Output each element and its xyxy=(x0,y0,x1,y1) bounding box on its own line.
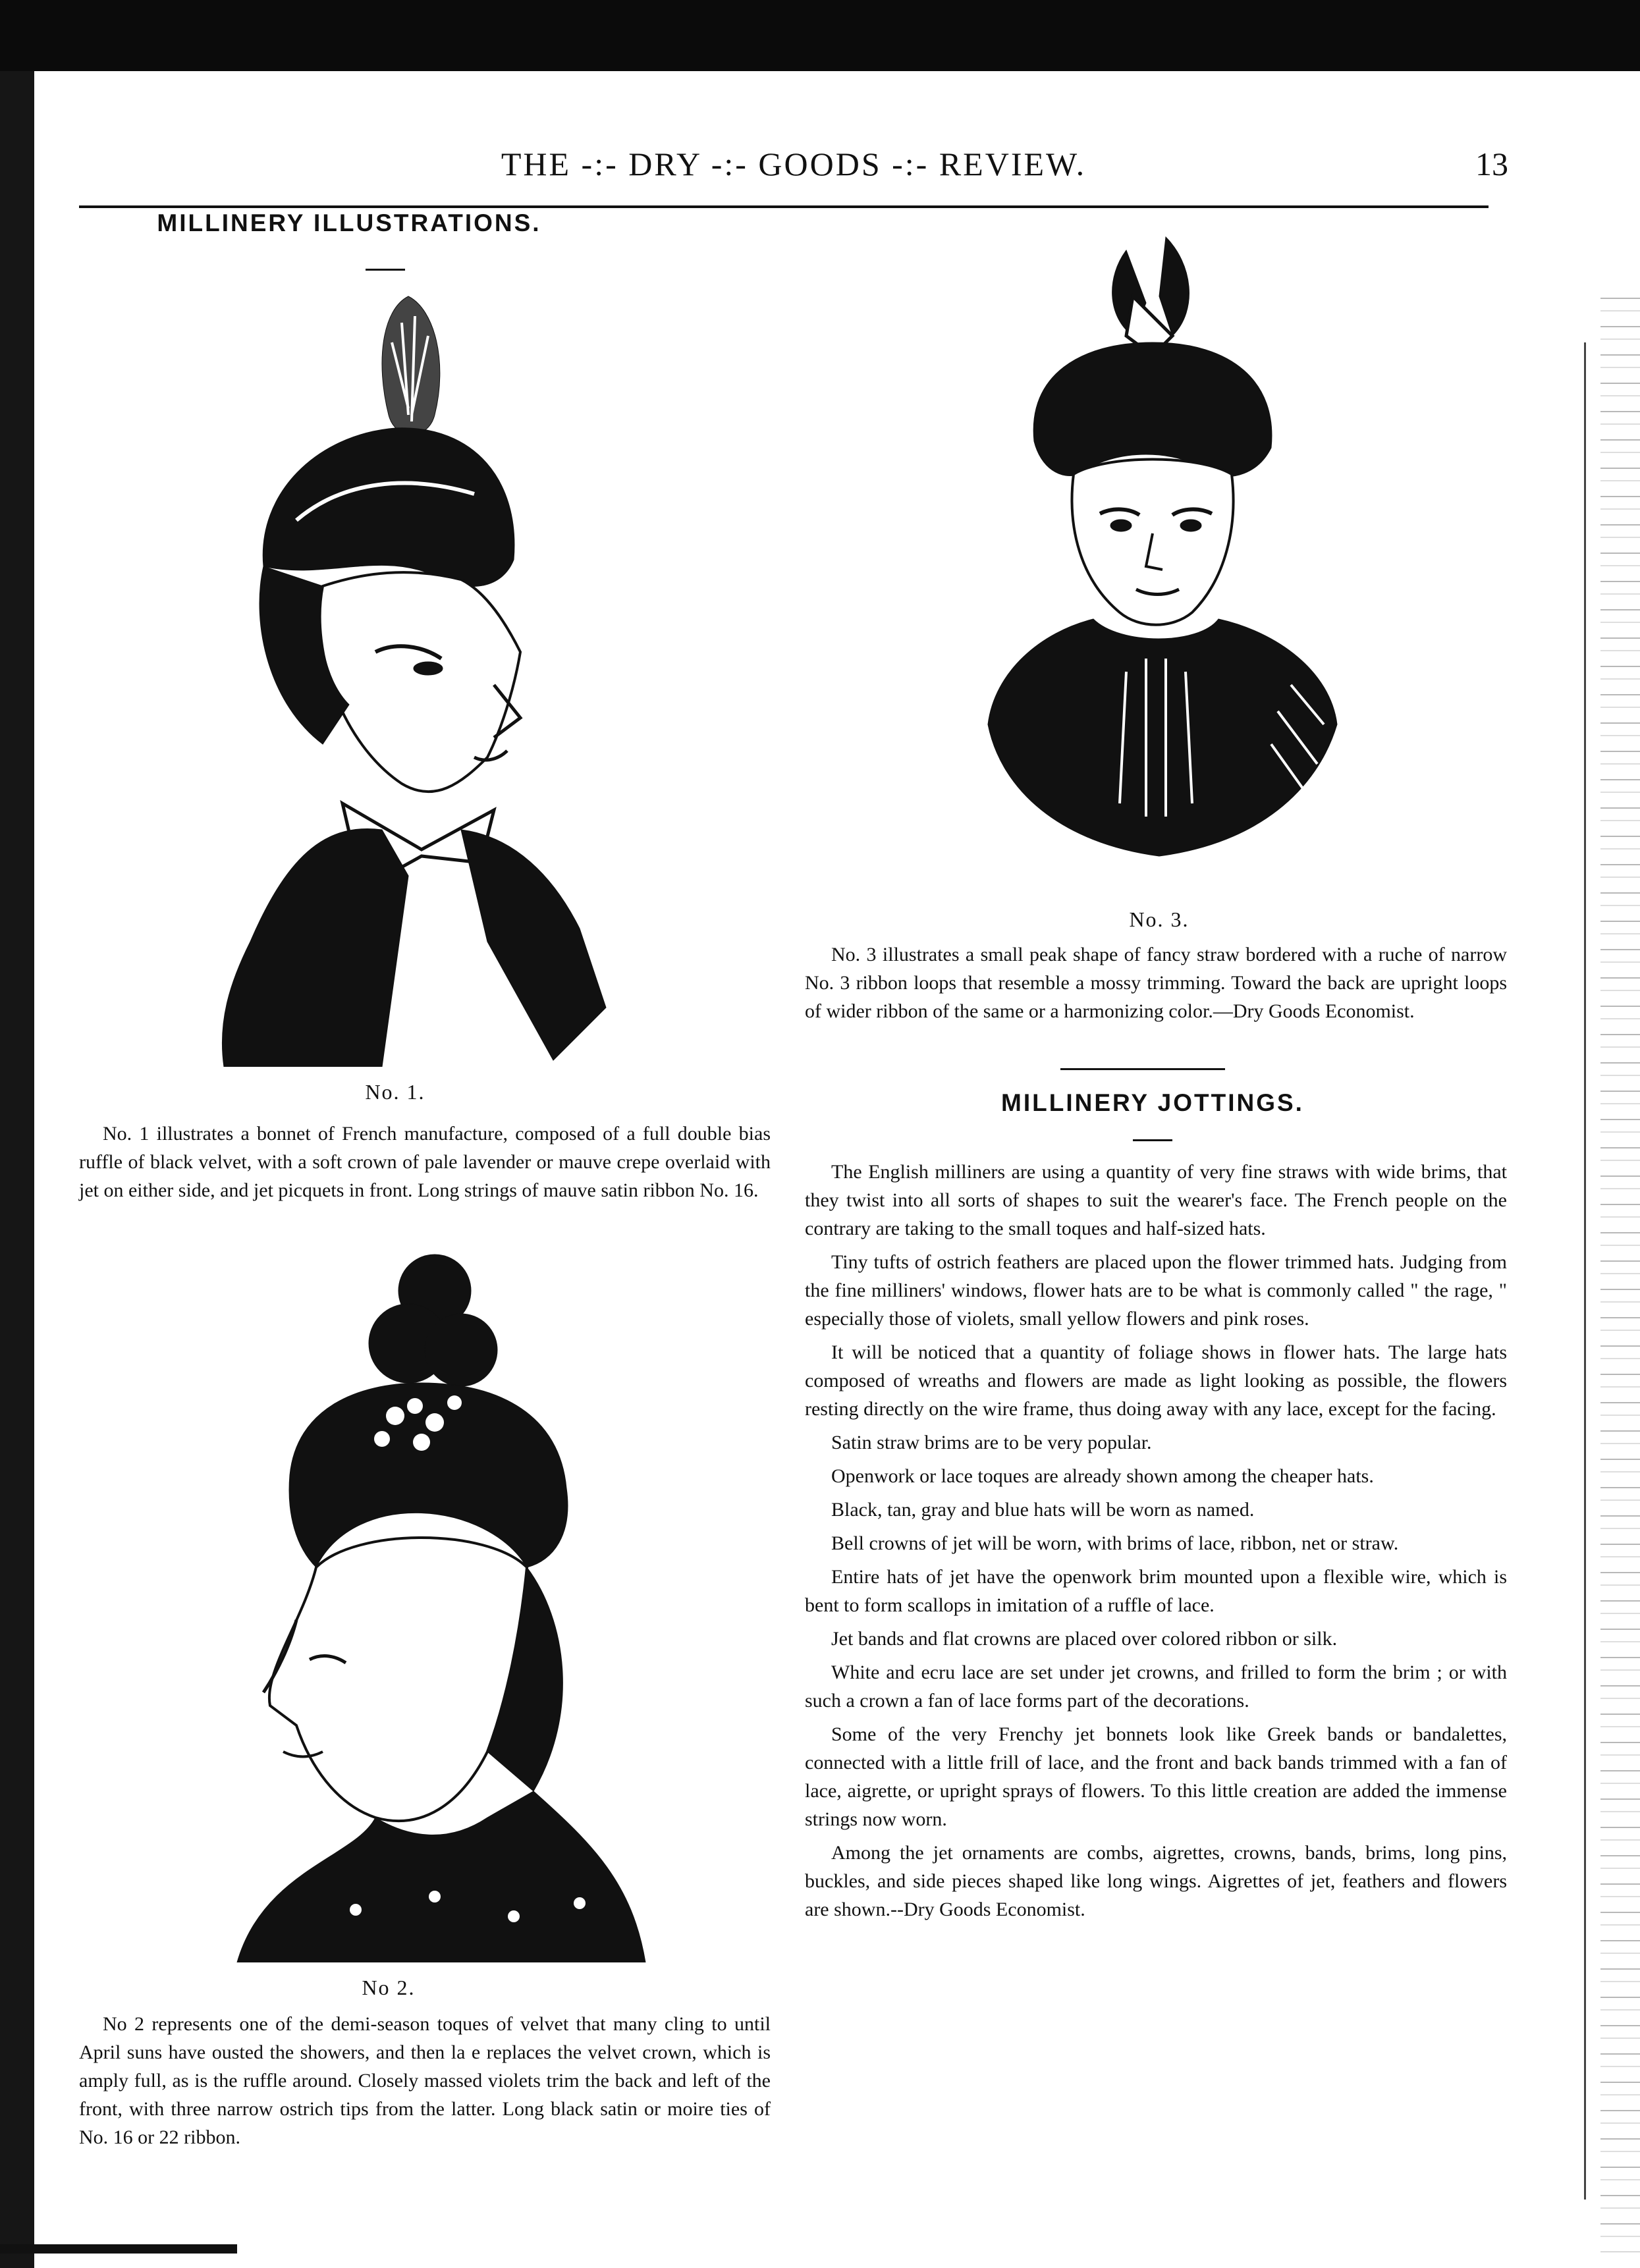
jottings-list xyxy=(805,1158,1507,1929)
heading-rule xyxy=(366,269,405,271)
scan-right-edge xyxy=(1600,283,1640,2252)
jotting-paragraph: Openwork or lace toques are already shown among the cheaper hats. xyxy=(831,1465,1374,1487)
jotting-paragraph: Black, tan, gray and blue hats will be worn as named. xyxy=(831,1499,1255,1521)
scan-bottom-mark xyxy=(0,2244,237,2254)
jotting-paragraph: Satin straw brims are to be very popular. xyxy=(831,1432,1152,1453)
jotting-paragraph: Entire hats of jet have the openwork brim mounted upon a flexible wire, which is bent to form scallops in imitation of a ruffle of lace. xyxy=(805,1566,1507,1616)
description-no-3: No. 3 illustrates a small peak shape of fancy straw bordered with a ruche of narrow No. 3 ribbon loops that resemble a mossy trimming. Toward the back are upright loops of wider ribbon of the same or a harmonizing color.—Dry Goods Economist. xyxy=(805,944,1507,1022)
jotting-paragraph: It will be noticed that a quantity of foliage shows in flower hats. The large hats composed of wreaths and flowers are made as light looking as possible, the flowers resting directly on the wire frame, thus doing away with any lace, except for the facing. xyxy=(805,1341,1507,1420)
illustration-no-2 xyxy=(224,1251,685,1962)
page-number: 13 xyxy=(1475,146,1508,182)
jotting-paragraph: Jet bands and flat crowns are placed over colored ribbon or silk. xyxy=(831,1628,1338,1650)
page-edge-line xyxy=(1584,342,1586,2200)
jotting-paragraph: Some of the very Frenchy jet bonnets look like Greek bands or bandalettes, connected with a little frill of lace, and the front and back bands trimmed with a fan of lace, aigrette, or upright sprays of flowers. To this little creation are added the immense strings now worn. xyxy=(805,1723,1507,1830)
section-heading-jottings: MILLINERY JOTTINGS. xyxy=(1001,1089,1304,1116)
section-separator-rule xyxy=(1060,1068,1225,1070)
description-no-1: No. 1 illustrates a bonnet of French manufacture, composed of a full double bias ruffle of black velvet, with a soft crown of pale lavender or mauve crepe overlaid with jet on either side, and jet picquets in front. Long strings of mauve satin ribbon No. 16. xyxy=(79,1123,771,1201)
jotting-paragraph: Bell crowns of jet will be worn, with brims of lace, ribbon, net or straw. xyxy=(831,1532,1399,1554)
jotting-paragraph: Among the jet ornaments are combs, aigrettes, crowns, bands, brims, long pins, buckles, and side pieces shaped like long wings. Aigrettes of jet, feathers and flowers are shown.--Dry Goods Economist. xyxy=(805,1842,1507,1920)
running-header xyxy=(79,145,1508,198)
description-no-2: No 2 represents one of the demi-season toques of velvet that many cling to until April suns have ousted the showers, and then la e replaces the velvet crown, which is amply full, as is the ruffle around. Closely massed violets trim the back and left of the front, with three narrow ostrich tips from the latter. Long black satin or moire ties of No. 16 or 22 ribbon. xyxy=(79,2013,771,2148)
caption-no-2: No 2. xyxy=(362,1976,416,1999)
header-rule xyxy=(79,205,1489,208)
jotting-paragraph: Tiny tufts of ostrich feathers are placed upon the flower trimmed hats. Judging from the fine milliners' windows, flower hats are to be what is commonly called " the rage, " especially those of violets, small yellow flowers and pink roses. xyxy=(805,1251,1507,1330)
scan-left-border xyxy=(0,71,34,2268)
illustration-no-1 xyxy=(211,283,619,1067)
caption-no-3: No. 3. xyxy=(1129,907,1189,931)
illustration-no-3 xyxy=(948,224,1363,882)
scan-top-border xyxy=(0,0,1640,71)
caption-no-1: No. 1. xyxy=(365,1080,425,1104)
jotting-paragraph: The English milliners are using a quantity of very fine straws with wide brims, that they twist into all sorts of shapes to suit the wearer's face. The French people on the contrary are taking to the small toques and half-sized hats. xyxy=(805,1161,1507,1239)
section-heading-illustrations: MILLINERY ILLUSTRATIONS. xyxy=(157,209,541,236)
heading-rule xyxy=(1133,1139,1172,1141)
jotting-paragraph: White and ecru lace are set under jet crowns, and frilled to form the brim ; or with such a crown a fan of lace forms part of the decorations. xyxy=(805,1661,1507,1712)
publication-title: THE -:- DRY -:- GOODS -:- REVIEW. xyxy=(501,146,1087,182)
